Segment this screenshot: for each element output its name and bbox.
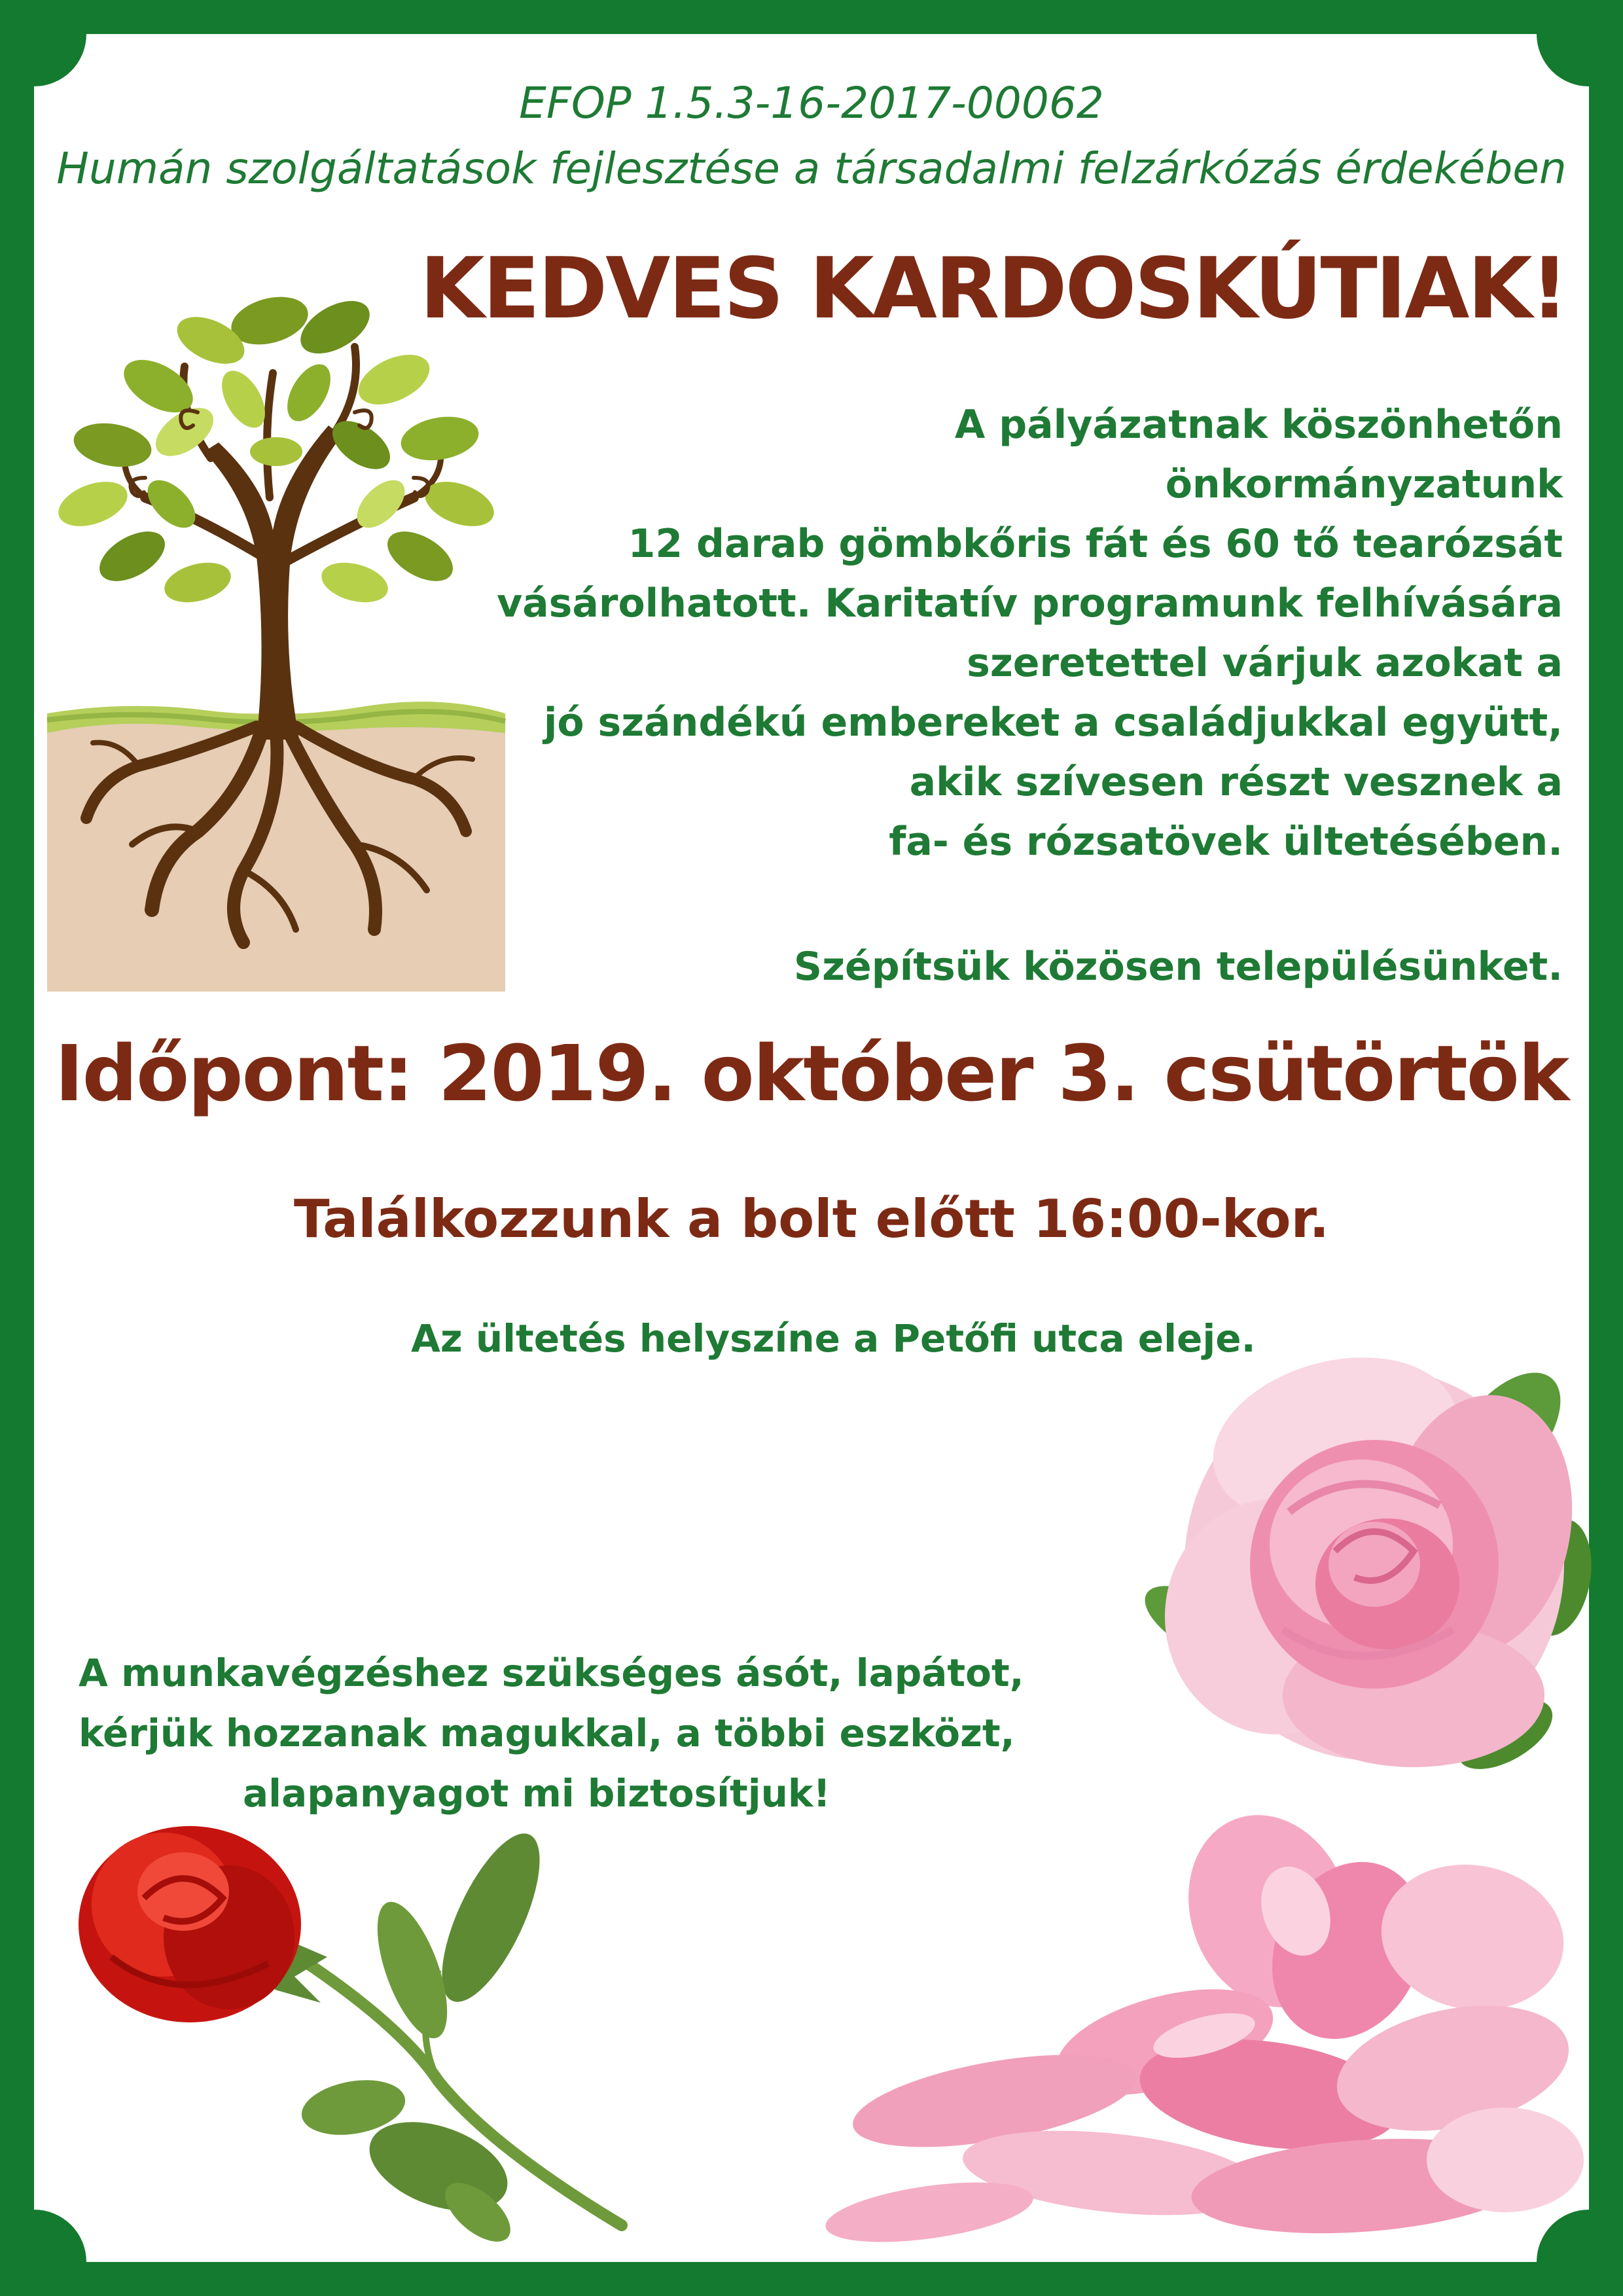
- tools-paragraph: [79, 1643, 1024, 1823]
- intro-line: fa- és rózsatövek ültetésében.: [889, 819, 1563, 865]
- intro-paragraph: [450, 395, 1563, 872]
- intro-line: A pályázatnak köszönhetőn: [954, 402, 1563, 448]
- event-date: Időpont: 2019. október 3. csütörtök: [54, 1028, 1569, 1119]
- red-rose-icon: [72, 1806, 635, 2251]
- tree-with-roots-icon: [47, 281, 505, 992]
- intro-line: önkormányzatunk: [1165, 461, 1563, 507]
- headline: KEDVES KARDOSKÚTIAK!: [419, 240, 1567, 338]
- intro-line: jó szándékú embereket a családjukkal együtt,: [543, 700, 1563, 745]
- tools-line: A munkavégzéshez szükséges ásót, lapátot,: [79, 1651, 1024, 1695]
- location-info: Az ültetés helyszíne a Petőfi utca eleje.: [411, 1316, 1256, 1361]
- tools-line: alapanyagot mi biztosítjuk!: [243, 1771, 830, 1816]
- meeting-info: Találkozzunk a bolt előtt 16:00-kor.: [293, 1189, 1330, 1249]
- intro-line: szeretettel várjuk azokat a: [967, 640, 1563, 686]
- intro-line: 12 darab gömbkőris fát és 60 tő tearózsát: [628, 521, 1563, 567]
- project-title: Humán szolgáltatások fejlesztése a társadalmi felzárkózás érdekében: [56, 143, 1567, 194]
- intro-line: vásárolhatott. Karitatív programunk felhívására: [497, 581, 1563, 626]
- intro-line: akik szívesen részt vesznek a: [909, 759, 1563, 805]
- tools-line: kérjük hozzanak magukkal, a többi eszközt,: [79, 1711, 1015, 1755]
- slogan: Szépítsük közösen településünket.: [793, 944, 1563, 990]
- project-code: EFOP 1.5.3-16-2017-00062: [519, 78, 1104, 128]
- pink-rose-icon: [1139, 1316, 1590, 1800]
- rose-petals-icon: [798, 1820, 1584, 2251]
